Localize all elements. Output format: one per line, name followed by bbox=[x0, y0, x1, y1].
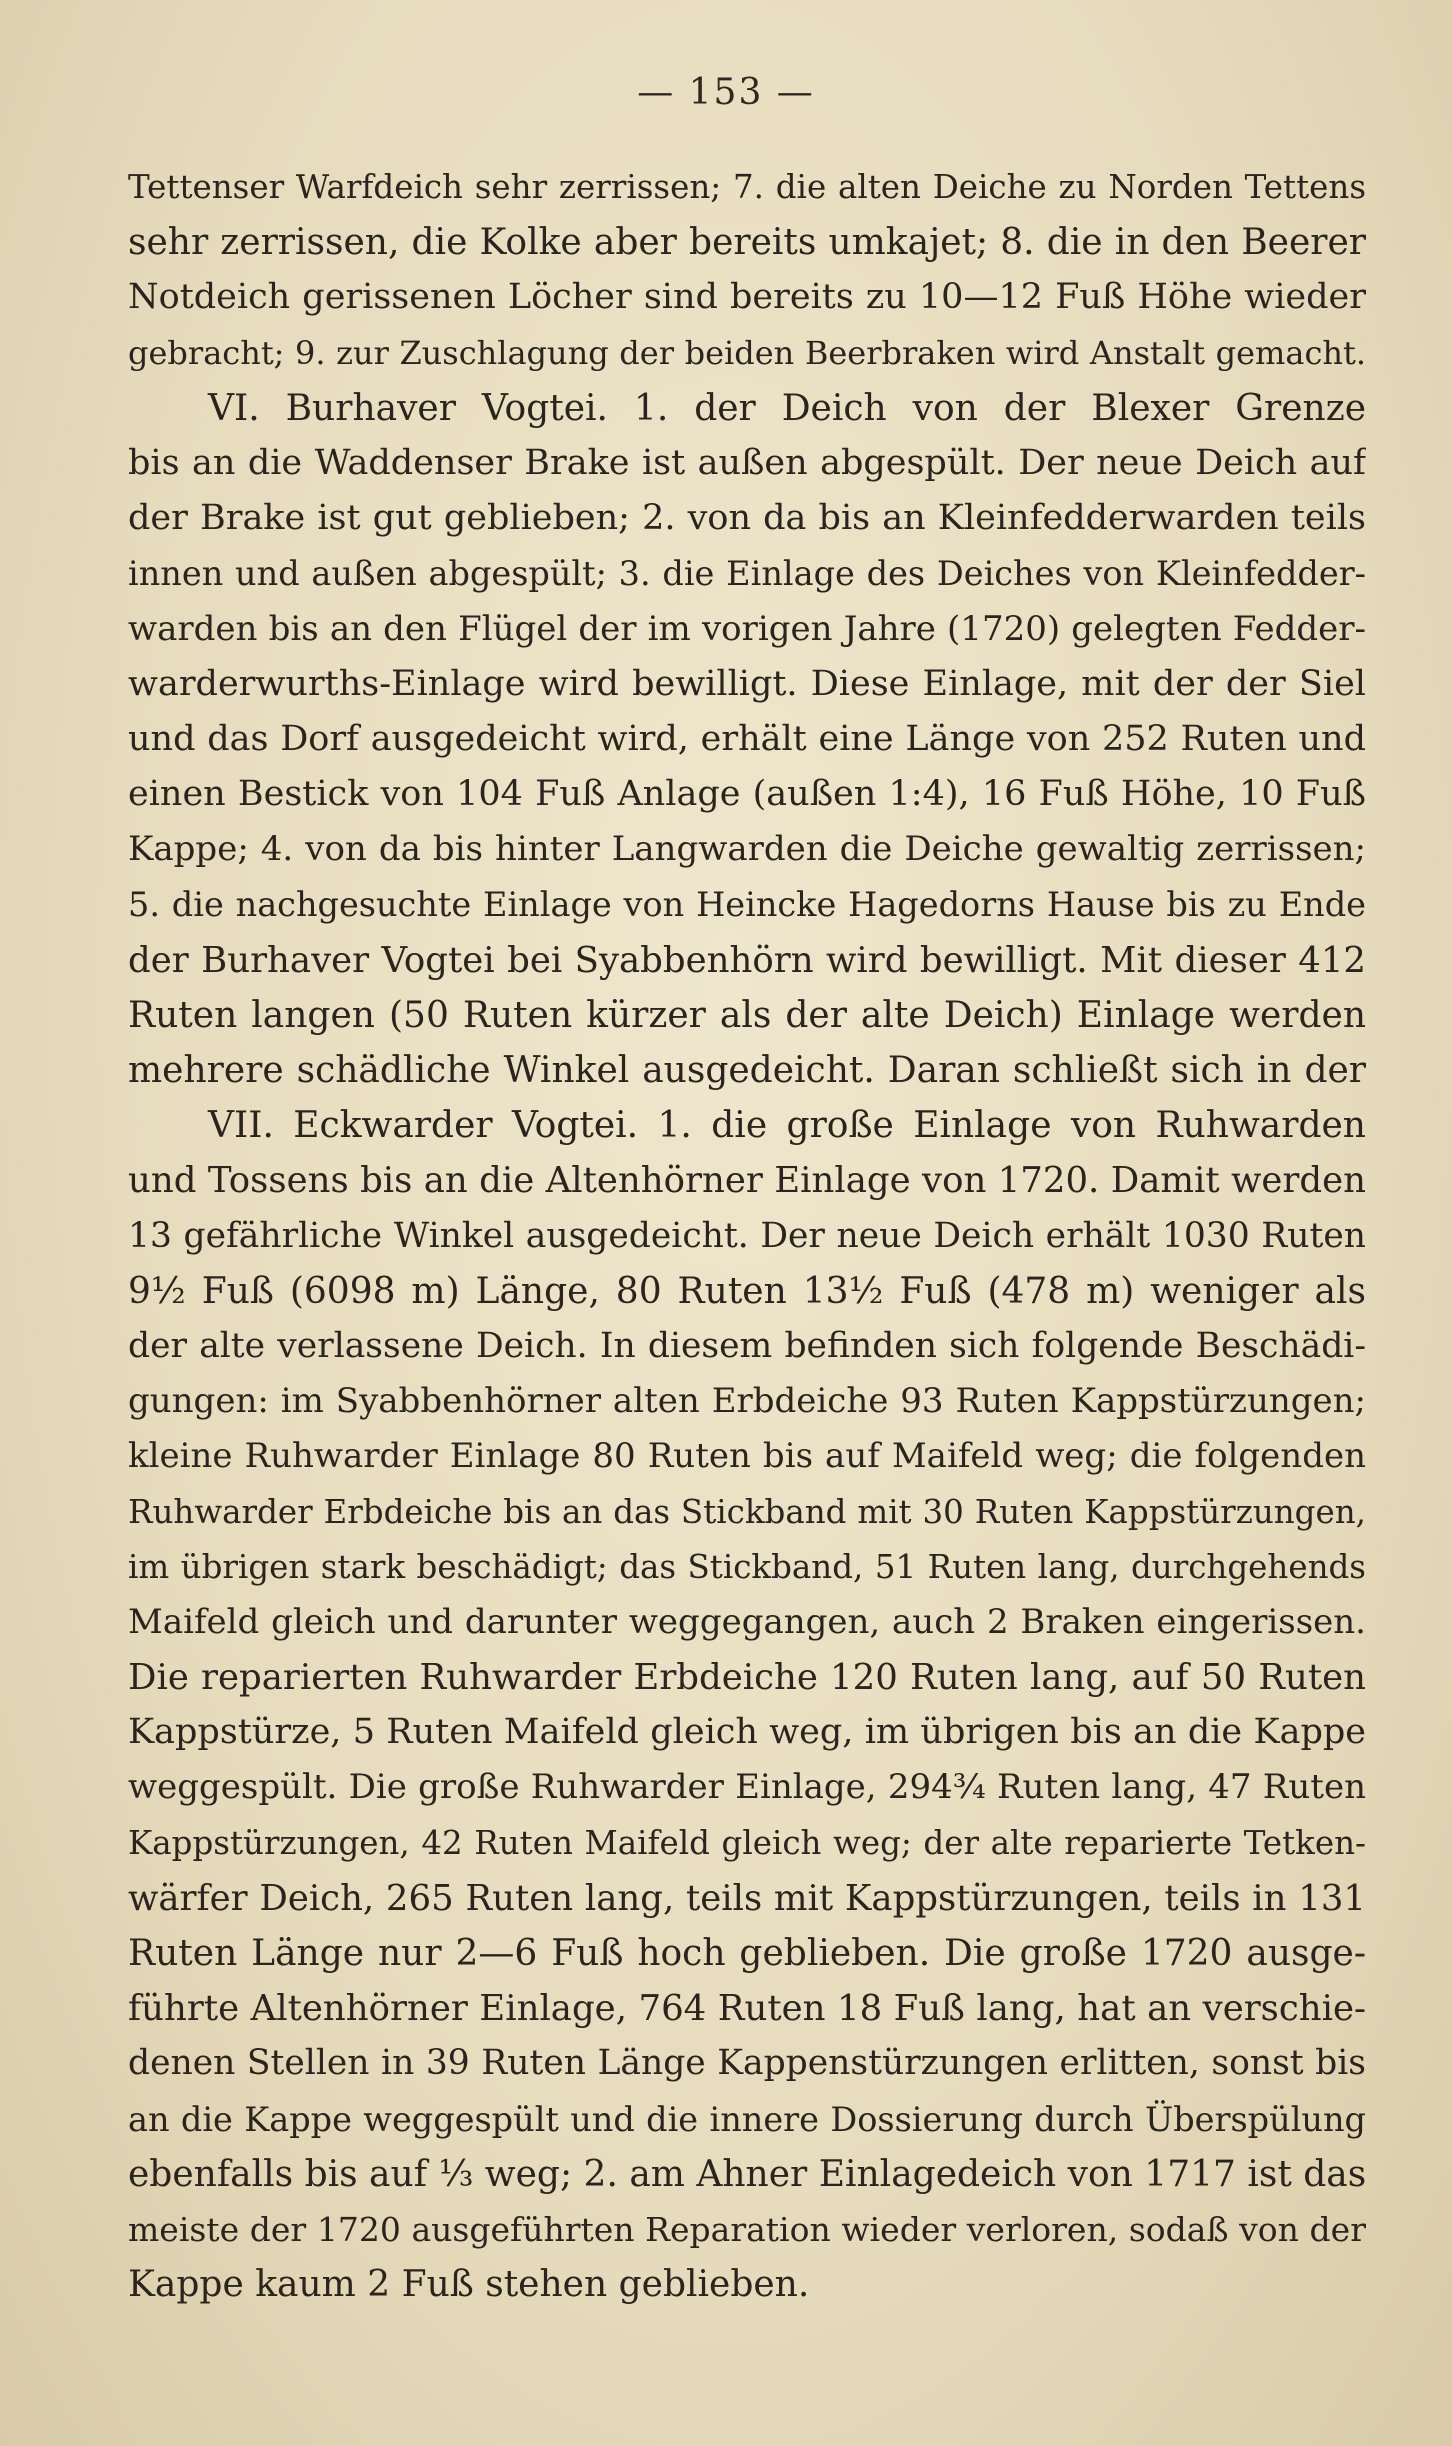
text-line: VI. Burhaver Vogtei. 1. der Deich von der Blexer Grenze bbox=[208, 387, 1366, 429]
text-line: Ruten langen (50 Ruten kürzer als der alte Deich) Einlage werden bbox=[128, 994, 1366, 1036]
text-line: Notdeich gerissenen Löcher sind bereits zu 10—12 Fuß Höhe wieder bbox=[128, 277, 1366, 318]
text-line: Kappstürzungen, 42 Ruten Maifeld gleich weg; der alte reparierte Tetken- bbox=[128, 1823, 1366, 1862]
text-line: der Burhaver Vogtei bei Syabbenhörn wird bewilligt. Mit dieser 412 bbox=[128, 939, 1366, 981]
text-line: einen Bestick von 104 Fuß Anlage (außen 1:4), 16 Fuß Höhe, 10 Fuß bbox=[128, 774, 1366, 815]
text-line: VII. Eckwarder Vogtei. 1. die große Einlage von Ruhwarden bbox=[208, 1105, 1366, 1147]
text-line: an die Kappe weggespült und die innere Dossierung durch Überspülung bbox=[128, 2099, 1366, 2139]
text-line: meiste der 1720 ausgeführten Reparation wieder verloren, sodaß von der bbox=[128, 2209, 1366, 2249]
body-text bbox=[128, 160, 1366, 2312]
text-line: und das Dorf ausgedeicht wird, erhält eine Länge von 252 Ruten und bbox=[128, 718, 1366, 759]
text-line: Ruten Länge nur 2—6 Fuß hoch geblieben. Die große 1720 ausge- bbox=[128, 1933, 1366, 1974]
text-line: bis an die Waddenser Brake ist außen abgespült. Der neue Deich auf bbox=[128, 442, 1366, 483]
text-line: kleine Ruhwarder Einlage 80 Ruten bis auf Maifeld weg; die folgenden bbox=[128, 1436, 1366, 1477]
text-line: wärfer Deich, 265 Ruten lang, teils mit Kappstürzungen, teils in 131 bbox=[128, 1877, 1366, 1919]
text-line: sehr zerrissen, die Kolke aber bereits umkajet; 8. die in den Beerer bbox=[128, 222, 1366, 264]
text-line: Ruhwarder Erbdeiche bis an das Stickband mit 30 Ruten Kappstürzungen, bbox=[128, 1492, 1366, 1531]
text-line: Kappstürze, 5 Ruten Maifeld gleich weg, im übrigen bis an die Kappe bbox=[128, 1712, 1366, 1753]
text-line: im übrigen stark beschädigt; das Stickband, 51 Ruten lang, durchgehends bbox=[128, 1547, 1366, 1586]
text-line: 13 gefährliche Winkel ausgedeicht. Der neue Deich erhält 1030 Ruten bbox=[128, 1215, 1366, 1256]
text-line: warden bis an den Flügel der im vorigen Jahre (1720) gelegten Fedder- bbox=[128, 608, 1366, 649]
text-line: 5. die nachgesuchte Einlage von Heincke Hagedorns Hause bis zu Ende bbox=[128, 885, 1366, 925]
text-line: denen Stellen in 39 Ruten Länge Kappenstürzungen erlitten, sonst bis bbox=[128, 2043, 1366, 2084]
page-number: — 153 — bbox=[637, 72, 815, 113]
text-line: Kappe; 4. von da bis hinter Langwarden die Deiche gewaltig zerrissen; bbox=[128, 829, 1366, 870]
text-line: Die reparierten Ruhwarder Erbdeiche 120 Ruten lang, auf 50 Ruten bbox=[128, 1657, 1366, 1699]
text-line: ebenfalls bis auf ⅓ weg; 2. am Ahner Einlagedeich von 1717 ist das bbox=[128, 2153, 1366, 2195]
text-line: mehrere schädliche Winkel ausgedeicht. Daran schließt sich in der bbox=[128, 1050, 1366, 1091]
text-line: der Brake ist gut geblieben; 2. von da bis an Kleinfedderwarden teils bbox=[128, 498, 1366, 539]
text-line: weggespült. Die große Ruhwarder Einlage, 294¾ Ruten lang, 47 Ruten bbox=[128, 1767, 1366, 1808]
text-line: und Tossens bis an die Altenhörner Einlage von 1720. Damit werden bbox=[128, 1160, 1366, 1202]
text-line: gebracht; 9. zur Zuschlagung der beiden Beerbraken wird Anstalt gemacht. bbox=[128, 333, 1366, 372]
text-line: führte Altenhörner Einlage, 764 Ruten 18 Fuß lang, hat an verschie- bbox=[128, 1988, 1366, 2030]
text-line: warderwurths-Einlage wird bewilligt. Diese Einlage, mit der der Siel bbox=[128, 663, 1366, 704]
text-line: Maifeld gleich und darunter weggegangen, auch 2 Braken eingerissen. bbox=[128, 1601, 1366, 1642]
text-line: der alte verlassene Deich. In diesem befinden sich folgende Beschädi- bbox=[128, 1325, 1366, 1366]
text-line: 9½ Fuß (6098 m) Länge, 80 Ruten 13½ Fuß (478 m) weniger als bbox=[128, 1270, 1366, 1312]
text-line: innen und außen abgespült; 3. die Einlage des Deiches von Kleinfedder- bbox=[128, 554, 1366, 594]
text-line: gungen: im Syabbenhörner alten Erbdeiche 93 Ruten Kappstürzungen; bbox=[128, 1381, 1366, 1422]
text-line: Kappe kaum 2 Fuß stehen geblieben. bbox=[128, 2264, 810, 2306]
text-line: Tettenser Warfdeich sehr zerrissen; 7. die alten Deiche zu Norden Tettens bbox=[128, 168, 1366, 206]
